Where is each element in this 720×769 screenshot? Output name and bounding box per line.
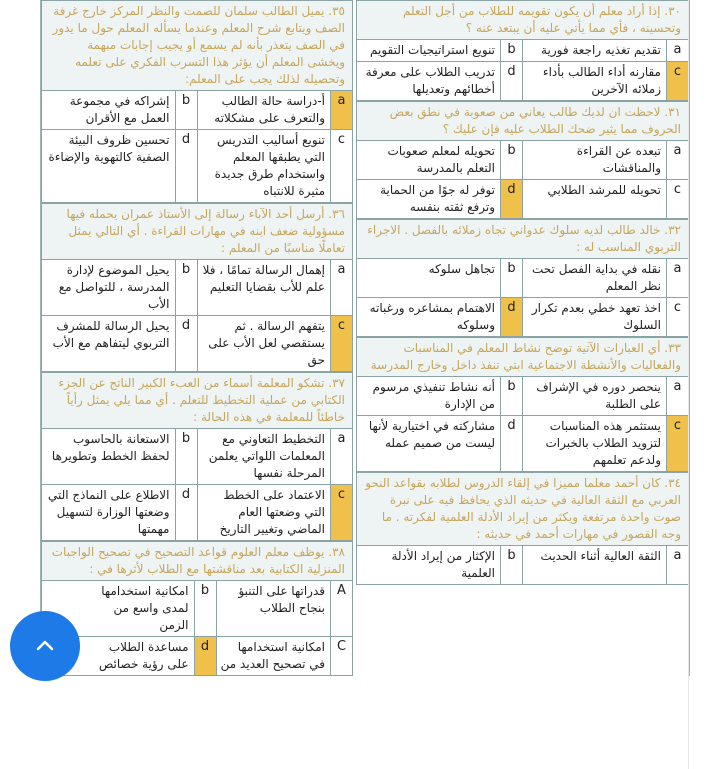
option-text[interactable]: الاهتمام بمشاعره ورغباته وسلوكه	[369, 301, 495, 332]
option-text[interactable]: تنويع استراتيجيات التقويم	[370, 43, 495, 57]
option-letter-c[interactable]: c	[330, 130, 352, 202]
option-letter-c[interactable]: c	[330, 316, 352, 371]
question-block	[41, 372, 353, 541]
option-text[interactable]: تجاهل سلوكه	[428, 262, 495, 276]
answer-row	[42, 637, 352, 676]
answer-row	[357, 259, 688, 298]
option-text[interactable]: ينحصر دوره في الإشراف على الطلبة	[522, 377, 666, 415]
option-text[interactable]: تبعده عن القراءة والمناقشات	[522, 141, 666, 179]
option-letter-b[interactable]: b	[500, 546, 522, 584]
option-letter-b[interactable]: b	[500, 40, 522, 61]
option-letter-c[interactable]: c	[666, 298, 688, 336]
scroll-edge	[688, 0, 689, 769]
option-text[interactable]: إشراكه في مجموعة العمل مع الأقران	[69, 94, 170, 125]
option-text[interactable]: اخذ تعهد خطي بعدم تكرار السلوك	[522, 298, 666, 336]
answer-row	[357, 180, 688, 219]
option-letter-a[interactable]: a	[330, 91, 352, 129]
option-text[interactable]: نقله في بداية الفصل تحت نظر المعلم	[522, 259, 666, 297]
answer-row	[42, 485, 352, 541]
option-letter-a[interactable]: a	[666, 40, 688, 61]
answer-row	[357, 546, 688, 585]
option-text[interactable]: مشاركته في اختيارية لأنها ليست من صميم عمله	[368, 419, 495, 450]
option-letter-b[interactable]: b	[175, 260, 197, 315]
question-text: ٣٢. خالد طالب لديه سلوك عدواني تجاه زملائه بالفصل . الاجراء التربوي المناسب له :	[357, 220, 688, 259]
option-text[interactable]: الثقة العالية أثناء الحديث	[522, 546, 666, 584]
option-text[interactable]: يستثمر هذه المناسبات لتزويد الطلاب بالخبرات ولدعم تعلمهم	[522, 416, 666, 471]
answer-row	[42, 130, 352, 203]
left-column	[41, 0, 353, 676]
question-text: ٣٨. يوظف معلم العلوم قواعد التصحيح في تصحيح الواجبات المنزلية الكتابية بعد مناقشتها مع الطلاب لأثرها في :	[42, 542, 352, 581]
option-letter-a[interactable]: A	[330, 581, 352, 636]
question-text: ٣١. لاحظت ان لديك طالب يعاني من صعوبة في نطق بعض الحروف مما يثير ضحك الطلاب عليه فإن عليك ؟	[357, 102, 688, 141]
option-text[interactable]: تحويله لمعلم صعوبات التعلم بالمدرسة	[387, 144, 495, 175]
option-text[interactable]: الاستعانة بالحاسوب لحفظ الخطط وتطويرها	[51, 432, 170, 463]
answer-row	[42, 316, 352, 372]
question-text: ٣٧. تشكو المعلمة أسماء من العبء الكبير الناتج عن الجزء الكتابي من عملية التخطيط للتعلم . أي مما يلي يمثل رأياً خاطئاً للمعلمة في هذه الحالة :	[42, 373, 352, 429]
option-letter-a[interactable]: a	[330, 260, 352, 315]
option-text[interactable]: مقارنه أداء الطالب بأداء زملائه الآخرين	[522, 62, 666, 100]
option-text[interactable]: امكانية استخدامها لمدى واسع من الزمن	[101, 584, 189, 632]
option-letter-c[interactable]: c	[666, 416, 688, 471]
option-letter-b[interactable]: b	[500, 259, 522, 297]
option-letter-d[interactable]: d	[500, 298, 522, 336]
question-block	[356, 0, 689, 101]
option-text[interactable]: تحسين ظروف البيئة الصفية كالتهوية والإضاءة	[48, 133, 170, 164]
option-letter-d[interactable]: d	[500, 416, 522, 471]
question-text: ٣٤. كان أحمد معلما مميزا في إلقاء الدروس لطلابه بقواعد النحو العربي مع الثقة العالية في حديثه الذي يحافظ فيه على نبرة صوت واحدة مرتفعة ويكثر من إيراد الأدلة العلمية لفكرته . ما وجه القصور في مهارات أحمد في حديثه :	[357, 473, 688, 546]
option-text[interactable]: امكانية استخدامها في تصحيح العديد من	[216, 637, 331, 675]
option-text[interactable]: التخطيط التعاوني مع المعلمات اللواتي يعلمن المرحلة نفسها	[197, 429, 331, 484]
option-letter-d[interactable]: d	[175, 130, 197, 202]
scroll-to-top-button[interactable]	[10, 611, 80, 681]
option-text[interactable]: تدريب الطلاب على معرفة أخطائهم وتعديلها	[365, 65, 495, 96]
option-text[interactable]: أ-دراسة حالة الطالب والتعرف على مشكلاته	[197, 91, 331, 129]
option-text[interactable]: قدراتها على التنبؤ بنجاح الطلاب	[216, 581, 331, 636]
option-letter-c[interactable]: C	[330, 637, 352, 675]
option-letter-b[interactable]: b	[175, 91, 197, 129]
option-letter-a[interactable]: a	[666, 377, 688, 415]
option-text[interactable]: يحيل الرسالة للمشرف التربوي ليتفاهم مع الأب	[52, 319, 170, 350]
option-letter-a[interactable]: a	[666, 546, 688, 584]
question-block	[356, 219, 689, 337]
question-text: ٣٥. يميل الطالب سلمان للصمت والنظر المركز خارج غرفة الصف ويتابع شرح المعلم وعندما يسأله المعلم حول ما يدور في الصف يتعذر بأنه لم يسمع أو يجيب إجابات مبهمة ويخشى المعلم أن يؤثر هذا التسرب الفكري على تعلمه وتحصيله لذلك يجب على المعلم:	[42, 1, 352, 91]
question-block	[356, 337, 689, 472]
question-text: ٣٦. أرسل أحد الآباء رسالة إلى الأستاذ عمران يحمله فيها مسؤولية ضعف ابنه في مهارات القراءة . أي التالي يمثل تعاملًا مناسبًا من المعلم :	[42, 204, 352, 260]
option-text[interactable]: توفر له جوًا من الحماية وترفع ثقته بنفسه	[380, 183, 495, 214]
option-letter-d[interactable]: d	[175, 485, 197, 540]
option-text[interactable]: تحويله للمرشد الطلابي	[522, 180, 666, 218]
answer-row	[42, 260, 352, 316]
option-letter-c[interactable]: c	[666, 180, 688, 218]
option-letter-b[interactable]: b	[175, 429, 197, 484]
option-text[interactable]: يتفهم الرسالة . ثم يستقصي لعل الأب على حق	[197, 316, 331, 371]
option-text[interactable]: الاعتماد على الخطط التي وضعتها العام الماضي وتغيير التاريخ	[197, 485, 331, 540]
option-letter-a[interactable]: a	[666, 259, 688, 297]
option-letter-d[interactable]: d	[194, 637, 216, 675]
option-text[interactable]: تنويع أساليب التدريس التي يطبقها المعلم واستخدام طرق جديدة مثيرة للانتباه	[197, 130, 331, 202]
option-letter-c[interactable]: c	[666, 62, 688, 100]
option-text[interactable]: أنه نشاط تنفيذي مرسوم من الإدارة	[372, 380, 495, 411]
right-column	[356, 0, 689, 585]
option-letter-b[interactable]: b	[500, 141, 522, 179]
answer-row	[42, 91, 352, 130]
option-text[interactable]: الإكثار من إيراد الأدلة العلمية	[391, 549, 495, 580]
option-text[interactable]: تقديم تغذيه راجعة فورية	[522, 40, 666, 61]
option-letter-d[interactable]: d	[500, 180, 522, 218]
question-text: ٣٣. أي العبارات الآتية توضح نشاط المعلم في المناسبات والفعاليات والأنشطة الاجتماعية ابتي تنفذ داخل وخارج المدرسة	[357, 338, 688, 377]
chevron-up-icon	[34, 635, 56, 657]
answer-row	[42, 429, 352, 485]
option-text[interactable]: يحيل الموضوع لإدارة المدرسة ، للتواصل مع الأب	[58, 263, 170, 311]
option-letter-b[interactable]: b	[194, 581, 216, 636]
option-letter-d[interactable]: d	[175, 316, 197, 371]
option-text[interactable]: الاطلاع على النماذج التي وضعتها الوزارة لتسهيل مهمتها	[47, 488, 170, 536]
question-block	[356, 472, 689, 585]
answer-row	[42, 581, 352, 637]
question-block	[41, 203, 353, 372]
answer-row	[357, 62, 688, 101]
question-block	[41, 541, 353, 676]
answer-row	[357, 298, 688, 337]
option-letter-b[interactable]: b	[500, 377, 522, 415]
option-letter-a[interactable]: a	[330, 429, 352, 484]
answer-row	[357, 416, 688, 472]
question-block	[41, 0, 353, 203]
option-letter-a[interactable]: a	[666, 141, 688, 179]
option-letter-c[interactable]: c	[330, 485, 352, 540]
answer-row	[357, 141, 688, 180]
option-letter-d[interactable]: d	[500, 62, 522, 100]
answer-row	[357, 377, 688, 416]
option-text[interactable]: مساعدة الطلاب على رؤية خصائص	[98, 640, 189, 671]
exam-page	[40, 0, 690, 676]
answer-row	[357, 40, 688, 62]
option-text[interactable]: إهمال الرسالة تمامًا ، فلا علم للأب بقضايا التعليم	[197, 260, 331, 315]
question-text: ٣٠. إذا أراد معلم أن يكون تقويمه للطلاب من أجل التعلم وتحسينه ، فأي مما يأتي عليه أن يبتعد عنه ؟	[357, 1, 688, 40]
question-block	[356, 101, 689, 219]
